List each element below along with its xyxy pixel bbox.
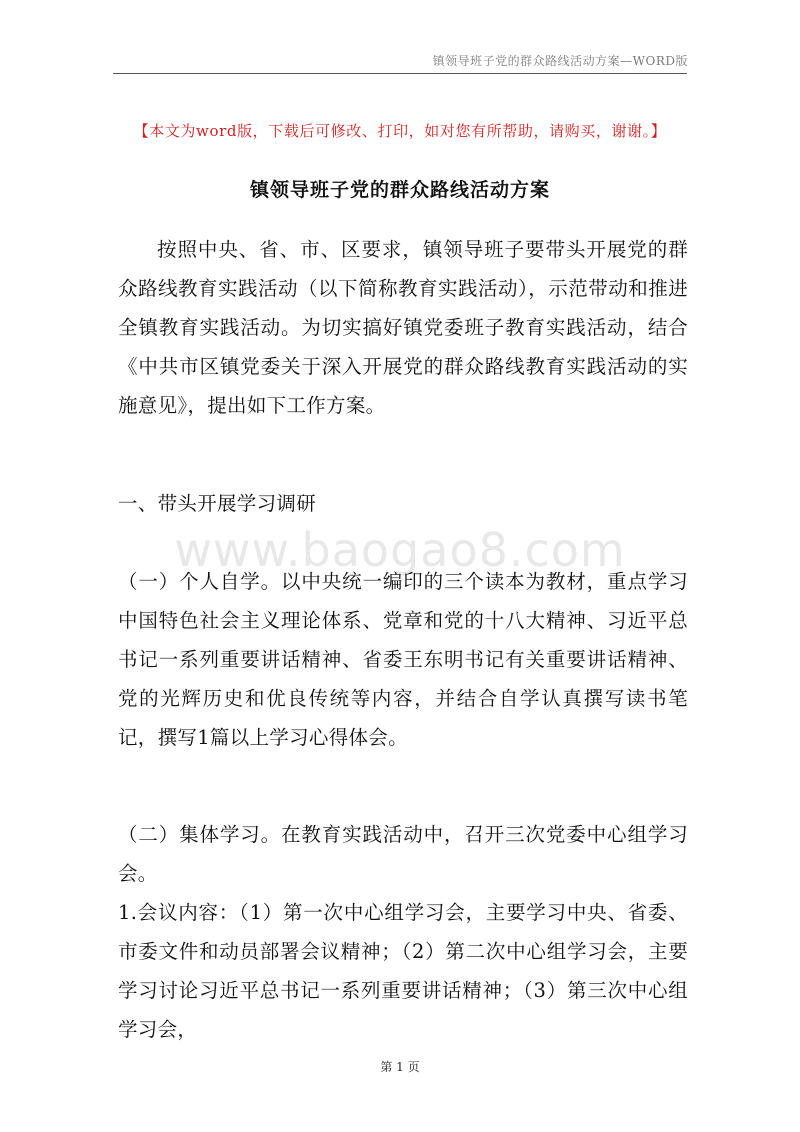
group-study-paragraph: （二）集体学习。在教育实践活动中，召开三次党委中心组学习会。 (118, 823, 688, 885)
self-study-paragraph: （一）个人自学。以中央统一编印的三个读本为教材，重点学习中国特色社会主义理论体系、党章和党的十八大精神、习近平总书记一系列重要讲话精神、省委王东明书记有关重要讲话精神、党的光辉历史和优良传统等内容，并结合自学认真撰写读书笔记，撰写1篇以上学习心得体会。 (118, 570, 688, 749)
watermark: www.baogao8.com (174, 523, 626, 577)
meeting-content-paragraph: 1.会议内容：（1）第一次中心组学习会，主要学习中央、省委、市委文件和动员部署会议精神；（2）第二次中心组学习会，主要学习讨论习近平总书记一系列重要讲话精神；（3）第三次中心组学习会， (118, 901, 688, 1041)
document-title: 镇领导班子党的群众路线活动方案 (249, 179, 550, 201)
page-number: 第 1 页 (380, 1060, 420, 1074)
intro-paragraph: 按照中央、省、市、区要求，镇领导班子要带头开展党的群众路线教育实践活动（以下简称教育实践活动），示范带动和推进全镇教育实践活动。为切实搞好镇党委班子教育实践活动，结合《中共市区镇党委关于深入开展党的群众路线教育实践活动的实施意见》，提出如下工作方案。 (118, 238, 688, 417)
section-heading-1: 一、带头开展学习调研 (118, 492, 317, 515)
running-header: 镇领导班子党的群众路线活动方案—WORD版 (432, 54, 688, 68)
purchase-notice: 【本文为word版，下载后可修改、打印，如对您有所帮助，请购买，谢谢。】 (133, 122, 667, 140)
header-divider (113, 73, 687, 74)
